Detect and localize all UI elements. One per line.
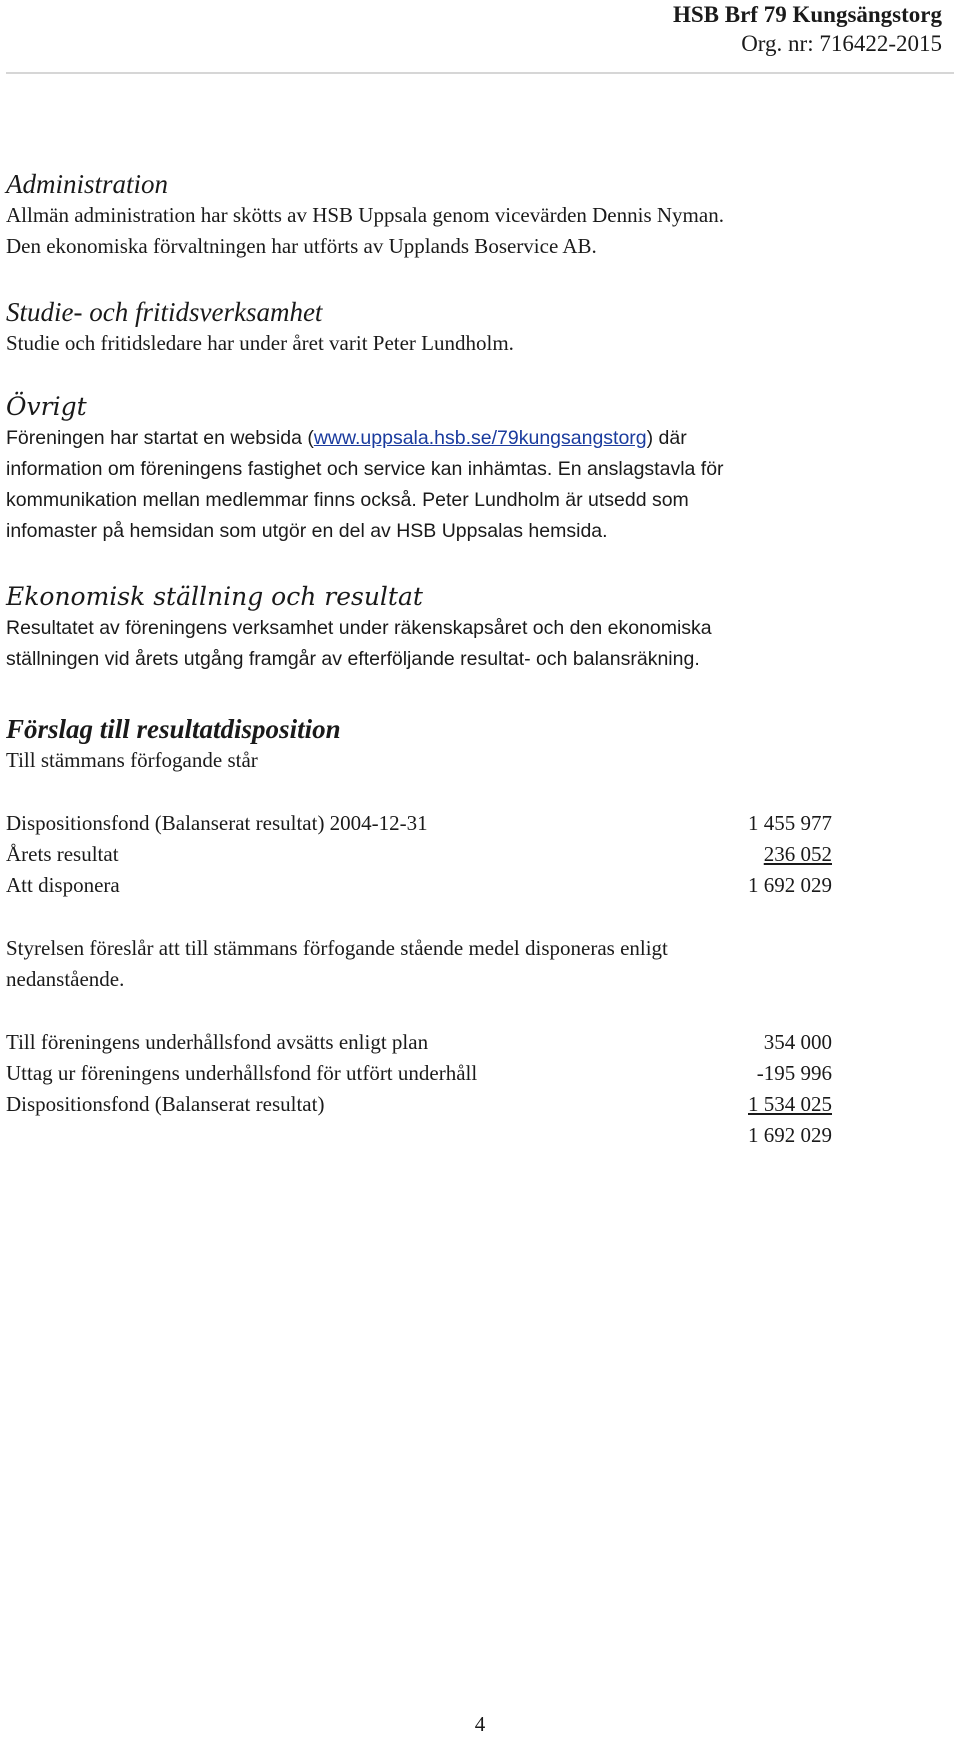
paragraph-line [6,423,946,454]
document-body [6,168,946,1151]
paragraph-line: nedanstående. [6,967,125,991]
organization-name: HSB Brf 79 Kungsängstorg [672,2,942,27]
paragraph-line: infomaster på hemsidan som utgör en del av HSB Uppsalas hemsida. [6,520,608,542]
page-header [673,0,942,58]
table-row [6,1089,832,1120]
text-before-link: Föreningen har startat en websida ( [6,427,314,449]
row-label: Årets resultat [6,842,119,866]
table-row [6,839,832,870]
section-title: Övrigt [6,392,87,421]
website-link[interactable]: www.uppsala.hsb.se/79kungsangstorg [313,427,647,449]
row-value: 354 000 [763,1030,832,1054]
page-number: 4 [474,1712,486,1736]
paragraph-line: ställningen vid årets utgång framgår av efterföljande resultat- och balansräkning. [6,648,700,670]
section-administration [6,168,946,262]
allocation-table [6,1027,832,1151]
row-value: 1 692 029 [748,1123,832,1147]
row-label: Till föreningens underhållsfond avsätts enligt plan [6,1030,429,1054]
disposition-table [6,808,832,901]
row-label: Att disponera [6,873,120,897]
text-after-link: ) där [646,427,687,449]
section-title: Administration [6,169,169,199]
table-row [6,1058,832,1089]
section-ovrigt [6,391,946,547]
row-value: -195 996 [756,1061,832,1085]
paragraph-line: Den ekonomiska förvaltningen har utförts av Upplands Boservice AB. [6,234,597,258]
paragraph-line: Resultatet av föreningens verksamhet under räkenskapsåret och den ekonomiska [6,617,712,639]
section-forslag [6,713,946,1151]
section-title: Förslag till resultatdisposition [6,714,341,744]
intro-text: Till stämmans förfogande står [6,748,258,772]
table-row [6,1027,832,1058]
paragraph-line: Studie och fritidsledare har under året varit Peter Lundholm. [6,331,514,355]
section-title: Studie- och fritidsverksamhet [6,297,323,327]
row-label: Dispositionsfond (Balanserat resultat) [6,1092,325,1116]
table-row [6,870,832,901]
paragraph-line: Styrelsen föreslår att till stämmans förfogande stående medel disponeras enligt [6,936,668,960]
row-value: 1 534 025 [748,1092,832,1116]
row-label: Uttag ur föreningens underhållsfond för utfört underhåll [6,1061,478,1085]
organization-number: Org. nr: 716422-2015 [741,31,942,56]
paragraph-line: kommunikation mellan medlemmar finns också. Peter Lundholm är utsedd som [6,489,689,511]
paragraph-line: information om föreningens fastighet och service kan inhämtas. En anslagstavla för [6,458,724,480]
paragraph-line: Allmän administration har skötts av HSB Uppsala genom vicevärden Dennis Nyman. [6,203,724,227]
proposal-paragraph [6,933,946,995]
section-ekonomi [6,581,946,675]
row-label: Dispositionsfond (Balanserat resultat) 2004-12-31 [6,811,428,835]
header-divider [6,72,954,74]
row-value: 1 692 029 [748,873,832,897]
table-row [6,808,832,839]
row-value: 1 455 977 [748,811,832,835]
section-studie [6,296,946,359]
section-title: Ekonomisk ställning och resultat [6,582,423,611]
row-value: 236 052 [763,842,832,866]
table-row [6,1120,832,1151]
